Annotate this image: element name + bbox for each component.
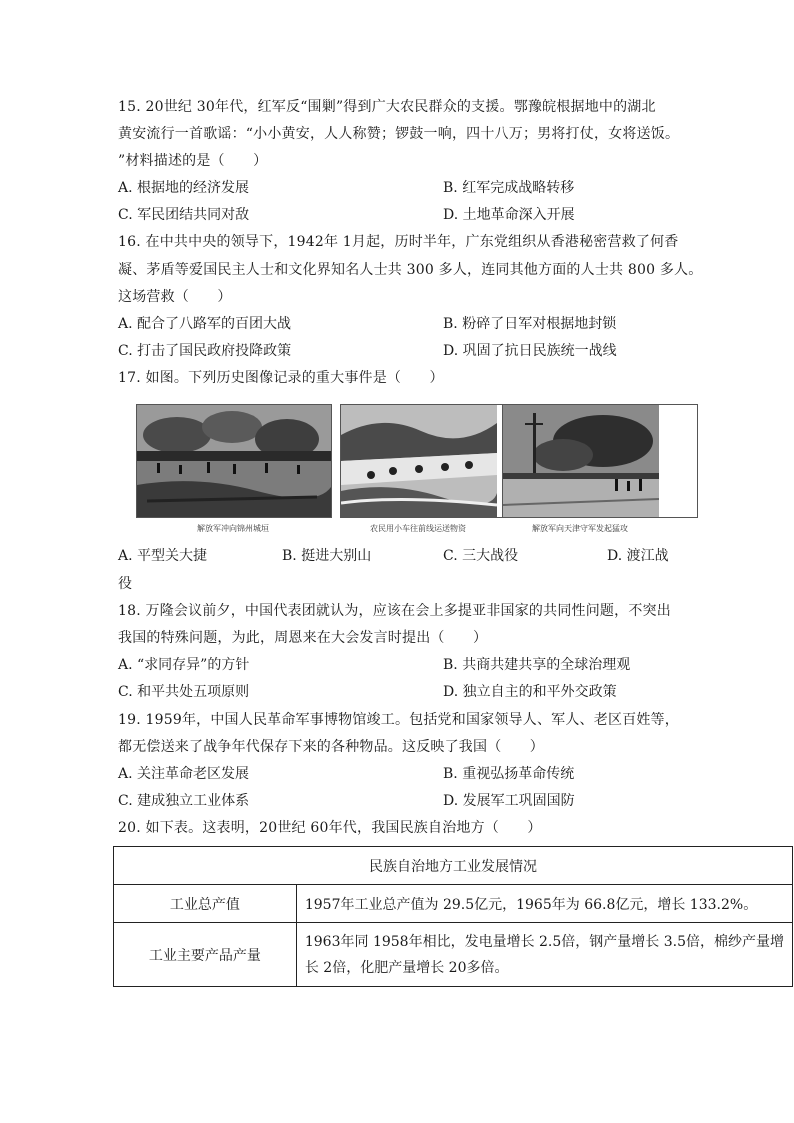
q20-stem-line-1: 20. 如下表。这表明，20世纪 60年代，我国民族自治地方（ ） (118, 820, 542, 836)
q18-option-d[interactable]: D. 独立自主的和平外交政策 (443, 684, 617, 700)
q15-option-a[interactable]: A. 根据地的经济发展 (118, 180, 250, 196)
q19-stem-line-2: 都无偿送来了战争年代保存下来的各种物品。这反映了我国（ ） (118, 739, 544, 755)
q16-stem-line-1: 16. 在中共中央的领导下，1942年 1月起，历时半年，广东党组织从香港秘密营救了何香 (118, 234, 679, 250)
q17-option-a[interactable]: A. 平型关大捷 (118, 548, 208, 564)
table-row-value (296, 923, 792, 987)
q16-option-a[interactable]: A. 配合了八路军的百团大战 (118, 316, 292, 332)
q17-stem-line-1: 17. 如图。下列历史图像记录的重大事件是（ ） (118, 370, 444, 386)
table-row-label: 工业主要产品产量 (114, 923, 297, 987)
q16-option-d[interactable]: D. 巩固了抗日民族统一战线 (443, 343, 617, 359)
q15-option-c[interactable]: C. 军民团结共同对敌 (118, 207, 250, 223)
q17-option-b[interactable]: B. 挺进大别山 (282, 548, 372, 564)
q15-option-d[interactable]: D. 土地革命深入开展 (443, 207, 575, 223)
table-cell-line: 1963年同 1958年相比，发电量增长 2.5倍，钢产量增长 3.5倍，棉纱产量增 (304, 933, 784, 950)
industry-development-table (113, 846, 793, 987)
photo-tianjin-attack (502, 404, 698, 518)
q19-stem-line-1: 19. 1959年，中国人民革命军事博物馆竣工。包括党和国家领导人、军人、老区百姓等， (118, 712, 679, 728)
q19-option-b[interactable]: B. 重视弘扬革命传统 (443, 766, 575, 782)
q19-option-a[interactable]: A. 关注革命老区发展 (118, 766, 250, 782)
q17-option-c[interactable]: C. 三大战役 (443, 548, 519, 564)
table-title: 民族自治地方工业发展情况 (114, 847, 793, 885)
q18-option-b[interactable]: B. 共商共建共享的全球治理观 (443, 657, 631, 673)
q19-option-d[interactable]: D. 发展军工巩固国防 (443, 793, 575, 809)
caption-photo-2: 农民用小车往前线运送物资 (370, 524, 466, 533)
table-row (114, 923, 793, 987)
q15-stem-line-2: 黄安流行一首歌谣：“小小黄安，人人称赞；锣鼓一响，四十八万；男将打仗，女将送饭。 (118, 126, 680, 142)
q16-option-b[interactable]: B. 粉碎了日军对根据地封锁 (443, 316, 617, 332)
q16-option-c[interactable]: C. 打击了国民政府投降政策 (118, 343, 292, 359)
table-row-value: 1957年工业总产值为 29.5亿元，1965年为 66.8亿元，增长 133.2%。 (296, 885, 792, 923)
caption-photo-1: 解放军冲向锦州城垣 (197, 524, 269, 533)
q15-stem-line-3: ”材料描述的是（ ） (118, 153, 268, 169)
table-cell-line: 长 2倍，化肥产量增长 20多倍。 (304, 959, 509, 976)
table-row (114, 885, 793, 923)
q18-stem-line-2: 我国的特殊问题，为此，周恩来在大会发言时提出（ ） (118, 630, 488, 646)
q16-stem-line-3: 这场营救（ ） (118, 289, 232, 305)
table-row-label: 工业总产值 (114, 885, 297, 923)
historical-photos (136, 404, 658, 538)
q18-option-a[interactable]: A. “求同存异”的方针 (118, 657, 250, 673)
q19-option-c[interactable]: C. 建成独立工业体系 (118, 793, 250, 809)
photo-jinzhou-assault (136, 404, 332, 518)
q18-stem-line-1: 18. 万隆会议前夕，中国代表团就认为，应该在会上多提亚非国家的共同性问题，不突出 (118, 603, 671, 619)
q17-option-d-wrap: 役 (118, 576, 132, 592)
q17-option-d[interactable]: D. 渡江战 (607, 548, 669, 564)
q15-option-b[interactable]: B. 红军完成战略转移 (443, 180, 575, 196)
q18-option-c[interactable]: C. 和平共处五项原则 (118, 684, 250, 700)
q16-stem-line-2: 凝、茅盾等爱国民主人士和文化界知名人士共 300 多人，连同其他方面的人士共 800 多人。 (118, 262, 703, 278)
caption-photo-3: 解放军向天津守军发起猛攻 (532, 524, 628, 533)
q15-stem-line-1: 15. 20世纪 30年代，红军反“围剿”得到广大农民群众的支援。鄂豫皖根据地中的湖北 (118, 99, 656, 115)
